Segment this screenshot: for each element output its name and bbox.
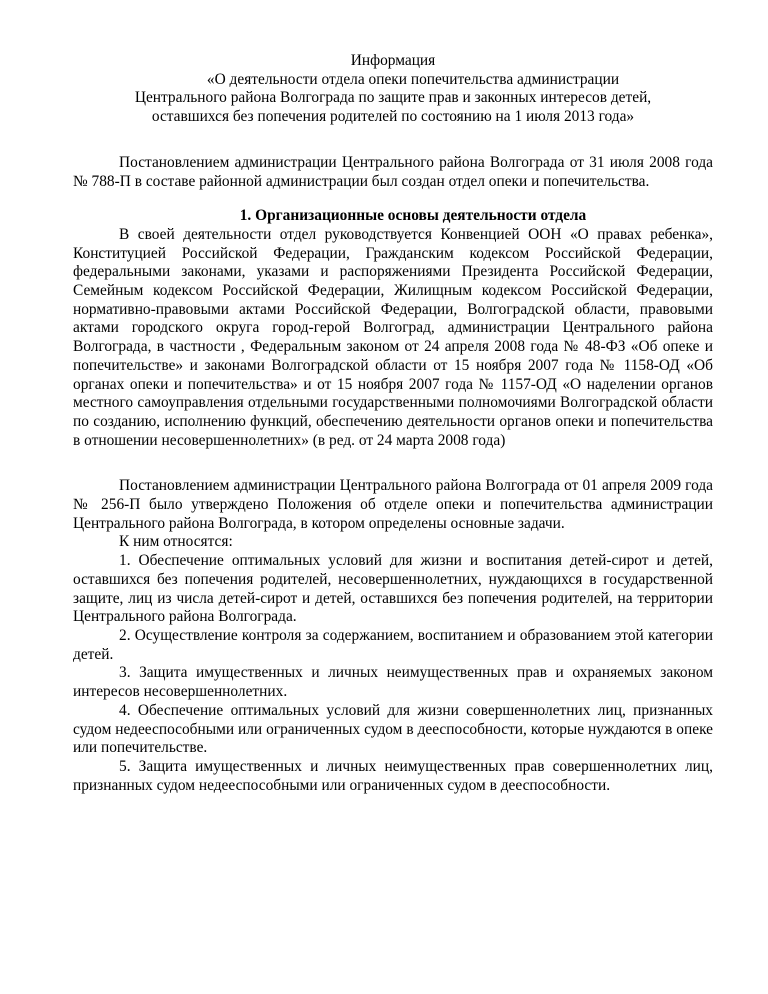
intro-paragraph: Постановлением администрации Центрального района Волгограда от 31 июля 2008 года № 788-П в составе районной администрации был создан отдел опеки и попечительства. (73, 153, 713, 190)
section-paragraph: В своей деятельности отдел руководствуется Конвенцией ООН «О правах ребенка», Конституцией Российской Федерации, Гражданским кодексом Российской Федерации, федеральными законами, указами и распоряжениями Президента Российской Федерации, Семейным кодексом Российской Федерации, Жилищным кодексом Российской Федерации, нормативно-правовыми актами Российской Федерации, Волгоградской области, правовыми актами городского округа город-герой Волгоград, администрации Центрального района Волгограда, в частности , Федеральным законом от 24 апреля 2008 года № 48-ФЗ «Об опеке и попечительстве» и законами Волгоградской области от 15 ноября 2007 года № 1158-ОД «Об органах опеки и попечительства» и от 15 ноября 2007 года № 1157-ОД «О наделении органов местного самоуправления отдельными государственными полномочиями Волгоградской области по созданию, исполнению функций, обеспечению деятельности органов опеки и попечительства в отношении несовершеннолетних» (в ред. от 24 марта 2008 года) (73, 225, 713, 449)
task-item-1: 1. Обеспечение оптимальных условий для жизни и воспитания детей-сирот и детей, оставшихся без попечения родителей, несовершеннолетних, нуждающихся в государственной защите, лиц из числа детей-сирот и детей, оставшихся без попечения родителей, на территории Центрального района Волгограда. (73, 552, 713, 626)
subtitle-line-3: оставшихся без попечения родителей по состоянию на 1 июля 2013 года» (151, 108, 635, 126)
task-item-5: 5. Защита имущественных и личных неимущественных прав совершеннолетних лиц, признанных судом недееспособными или ограниченных судом в дееспособности. (73, 757, 713, 794)
document-page (73, 52, 713, 795)
subtitle-line-1: «О деятельности отдела опеки попечительства администрации (206, 70, 620, 88)
section-heading: 1. Организационные основы деятельности отдела (239, 207, 587, 225)
subtitle-line-2: Центрального района Волгограда по защите прав и законных интересов детей, (134, 89, 652, 107)
tasks-intro: К ним относятся: (119, 533, 233, 551)
document-title: Информация (350, 52, 436, 69)
decree-paragraph: Постановлением администрации Центрального района Волгограда от 01 апреля 2009 года № 256-П было утверждено Положения об отделе опеки и попечительства администрации Центрального района Волгограда, в котором определены основные задачи. (73, 477, 713, 532)
task-item-4: 4. Обеспечение оптимальных условий для жизни совершеннолетних лиц, признанных судом недееспособными или ограниченных судом в дееспособности, которые нуждаются в опеке или попечительстве. (73, 701, 713, 757)
task-item-3: 3. Защита имущественных и личных неимущественных прав и охраняемых законом интересов несовершеннолетних. (73, 664, 713, 701)
task-item-2: 2. Осуществление контроля за содержанием, воспитанием и образованием этой категории детей. (73, 626, 713, 663)
